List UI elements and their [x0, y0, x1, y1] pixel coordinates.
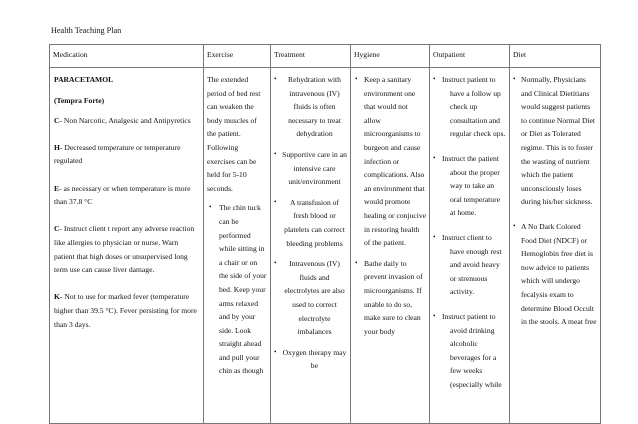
column-header-diet: Diet	[510, 45, 601, 68]
diet-cell	[510, 68, 601, 424]
medication-c-classification: C- Non Narcotic, Analgesic and Antipyretics	[54, 116, 191, 126]
drug-brand: (Tempra Forte)	[54, 95, 105, 105]
list-item: • Instruct patient to have a follow up check up consultation and regular check ups.	[433, 73, 506, 141]
outpatient-cell	[430, 68, 510, 424]
column-header-treatment: Treatment	[271, 45, 351, 68]
list-item: • Supportive care in an intensive care unit/environment	[274, 148, 347, 189]
medication-k-contraindication: K- Not to use for marked fever (temperature higher than 39.5 °C). Fever persisting for more than 3 days.	[54, 292, 197, 329]
list-item: • Instruct patient to avoid drinking alcoholic beverages for a few weeks (especially while	[433, 310, 506, 392]
column-header-medication: Medication	[50, 45, 204, 68]
health-teaching-plan-table	[49, 44, 601, 424]
list-item: • A No Dark Colored Food Diet (NDCF) or Hemoglobin free diet is now advice to patients which will undergo fecalysis exam to determine Blood Occult in the stools. A meat free	[513, 220, 597, 329]
hygiene-cell	[351, 68, 430, 424]
treatment-cell	[271, 68, 351, 424]
column-header-exercise: Exercise	[204, 45, 271, 68]
table-header-row	[50, 45, 601, 68]
list-item: • Rehydration with intravenous (IV) fluids is often necessary to treat dehydration	[274, 73, 347, 141]
list-item: • Bathe daily to prevent invasion of microorganisms. If unable to do so, make sure to clean your body	[354, 257, 426, 339]
list-item: • A transfusion of fresh blood or platelets can correct bleeding problems	[274, 196, 347, 250]
hygiene-list	[354, 73, 426, 338]
medication-e-usage: E- as necessary or when temperature is more than 37.8 °C	[54, 183, 191, 207]
exercise-intro: The extended period of bed rest can weaken the body muscles of the patient. Following exercises can be held for 5-10 seconds.	[207, 75, 261, 193]
list-item: • Instruct the patient about the proper way to take an oral temperature at home.	[433, 152, 506, 220]
column-header-outpatient: Outpatient	[430, 45, 510, 68]
exercise-cell	[204, 68, 271, 424]
table-row	[50, 68, 601, 424]
document-title: Health Teaching Plan	[51, 26, 122, 35]
column-header-hygiene: Hygiene	[351, 45, 430, 68]
list-item: • Intravenous (IV) fluids and electrolytes are also used to correct electrolyte imbalances	[274, 257, 347, 339]
treatment-list	[274, 73, 347, 373]
medication-cell	[50, 68, 204, 424]
drug-name: PARACETAMOL	[54, 75, 114, 84]
outpatient-list	[433, 73, 506, 391]
list-item: • Keep a sanitary environment one that would not allow microorganisms to burgeon and cause infection or complications. Also an environment that would promote healing or conjucive in restoring health of the patient.	[354, 73, 426, 250]
medication-h-purpose: H- Decreased temperature or temperature regulated	[54, 142, 181, 166]
list-item: • Instruct client to have enough rest and avoid heavy or strenuous activity.	[433, 231, 506, 299]
diet-list	[513, 73, 597, 329]
exercise-list	[207, 201, 267, 378]
list-item: • The chin tuck can be performed while sitting in a chair or on the side of your bed. Keep your arms relaxed and by your side. Look straight ahead and pull your chin as though	[207, 201, 267, 378]
list-item: • Normally, Physicians and Clinical Dietitians would suggest patients to continue Normal Diet or Diet as Tolerated regime. This is to foster the wasting of nutrient which the patient unconsciously loses during his/her sickness.	[513, 73, 597, 209]
list-item: • Oxygen therapy may be	[274, 346, 347, 373]
medication-c-caution: C- Instruct client t report any adverse reaction like allergies to physician or nurse. Warn patient that high doses or unsupervised long term use can cause liver damage.	[54, 224, 195, 275]
